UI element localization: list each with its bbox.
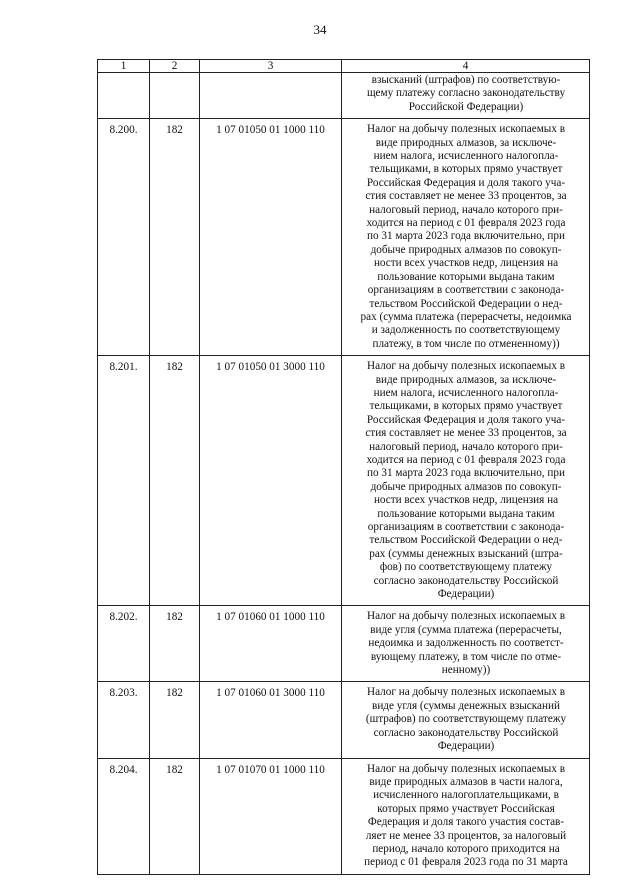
description-line: нием налога, исчисленного налогопла-	[373, 386, 559, 399]
description-line: щему платежу согласно законодательству	[366, 87, 566, 100]
description-line: стия составляет не менее 33 процентов, за	[365, 190, 567, 203]
description-line: Налог на добычу полезных ископаемых в	[367, 360, 565, 373]
description-line: Налог на добычу полезных ископаемых в	[367, 123, 565, 136]
budget-classification-code: 1 07 01060 01 1000 110	[200, 606, 342, 682]
description-line: рах (суммы денежных взысканий (штра-	[369, 547, 563, 560]
table-row	[98, 119, 590, 356]
table-row	[98, 606, 590, 682]
admin-code: 182	[150, 682, 200, 758]
revenue-description	[342, 758, 590, 874]
description-line: Федерации)	[437, 588, 495, 601]
description-line: ненному))	[441, 664, 491, 677]
revenue-description	[342, 682, 590, 758]
admin-code: 182	[150, 758, 200, 874]
description-line: согласно законодательству Российской	[373, 574, 559, 587]
table-header-row	[98, 60, 590, 73]
description-line: добыче природных алмазов по совокуп-	[370, 243, 562, 256]
table-row	[98, 682, 590, 758]
description-line: недоимка и задолженность по соответст-	[368, 637, 564, 650]
description-line: виде природных алмазов, за исключе-	[375, 136, 557, 149]
column-header-3: 3	[200, 60, 342, 73]
description-line: тельством Российской Федерации о нед-	[369, 297, 563, 310]
description-line: Налог на добычу полезных ископаемых в	[367, 686, 565, 699]
revenue-description	[342, 606, 590, 682]
description-line: ности всех участков недр, лицензия на	[373, 494, 559, 507]
revenue-description	[342, 119, 590, 356]
budget-classification-code: 1 07 01050 01 1000 110	[200, 119, 342, 356]
description-line: ходится на период с 01 февраля 2023 года	[366, 453, 566, 466]
table-row	[98, 356, 590, 606]
description-line: налоговый период, начало которого при-	[369, 203, 563, 216]
row-number: 8.203.	[98, 682, 150, 758]
budget-classification-code: 1 07 01050 01 3000 110	[200, 356, 342, 606]
revenue-description	[342, 356, 590, 606]
description-line: виде природных алмазов в части налога,	[369, 775, 563, 788]
description-line: тельством Российской Федерации о нед-	[369, 534, 563, 547]
description-line: и задолженность по соответствующему	[371, 324, 561, 337]
continuation-cell-3	[200, 73, 342, 119]
description-line: вующему платежу, в том числе по отме-	[370, 650, 562, 663]
description-line: рах (сумма платежа (перерасчеты, недоимка	[360, 310, 572, 323]
continuation-cell-1	[98, 73, 150, 119]
description-line: взысканий (штрафов) по соответствую-	[371, 74, 561, 86]
description-line: ности всех участков недр, лицензия на	[373, 257, 559, 270]
budget-classification-code: 1 07 01060 01 3000 110	[200, 682, 342, 758]
description-line: период с 01 февраля 2023 года по 31 марта	[364, 856, 568, 869]
description-line: Федерация и доля такого участия состав-	[367, 816, 565, 829]
budget-classification-code: 1 07 01070 01 1000 110	[200, 758, 342, 874]
description-line: Федерации)	[437, 740, 495, 753]
description-line: добыче природных алмазов по совокуп-	[370, 480, 562, 493]
description-line: Российской Федерации)	[408, 100, 524, 113]
admin-code: 182	[150, 606, 200, 682]
description-line: виде угля (суммы денежных взысканий	[372, 699, 560, 712]
description-line: пользование которыми выдана таким	[377, 507, 555, 520]
description-line: ляет не менее 33 процентов, за налоговый	[365, 829, 567, 842]
continuation-description	[342, 73, 590, 119]
budget-classification-table	[97, 59, 590, 875]
description-line: налоговый период, начало которого при-	[369, 440, 563, 453]
description-line: организациям в соответствии с законода-	[367, 284, 565, 297]
description-line: по 31 марта 2023 года включительно, при	[367, 230, 565, 243]
row-number: 8.204.	[98, 758, 150, 874]
description-line: Российская Федерация и доля такого уча-	[366, 176, 566, 189]
description-line: согласно законодательству Российской	[373, 726, 559, 739]
row-number: 8.202.	[98, 606, 150, 682]
row-number: 8.200.	[98, 119, 150, 356]
row-number: 8.201.	[98, 356, 150, 606]
description-line: виде угля (сумма платежа (перерасчеты,	[370, 623, 562, 636]
description-line: Налог на добычу полезных ископаемых в	[367, 610, 565, 623]
description-line: фов) по соответствующему платежу	[379, 561, 553, 574]
description-line: платежу, в том числе по отмененному))	[372, 337, 560, 350]
admin-code: 182	[150, 356, 200, 606]
description-line: Налог на добычу полезных ископаемых в	[367, 762, 565, 775]
column-header-2: 2	[150, 60, 200, 73]
description-line: Российская Федерация и доля такого уча-	[366, 413, 566, 426]
description-line: тельщиками, в которых прямо участвует	[369, 400, 563, 413]
continuation-row	[98, 73, 590, 119]
column-header-1: 1	[98, 60, 150, 73]
continuation-cell-2	[150, 73, 200, 119]
description-line: по 31 марта 2023 года включительно, при	[367, 467, 565, 480]
description-line: период, начало которого приходится на	[372, 842, 560, 855]
column-header-4: 4	[342, 60, 590, 73]
description-line: (штрафов) по соответствующему платежу	[365, 713, 567, 726]
description-line: ходится на период с 01 февраля 2023 года	[366, 217, 566, 230]
description-line: стия составляет не менее 33 процентов, за	[365, 427, 567, 440]
description-line: которых прямо участвует Российская	[377, 802, 555, 815]
description-line: исчисленного налогоплательщиками, в	[373, 789, 559, 802]
description-line: виде природных алмазов, за исключе-	[375, 373, 557, 386]
page-number: 34	[313, 22, 327, 37]
admin-code: 182	[150, 119, 200, 356]
description-line: пользование которыми выдана таким	[377, 270, 555, 283]
description-line: тельщиками, в которых прямо участвует	[369, 163, 563, 176]
description-line: организациям в соответствии с законода-	[367, 521, 565, 533]
description-line: нием налога, исчисленного налогопла-	[373, 150, 559, 163]
table-row	[98, 758, 590, 874]
